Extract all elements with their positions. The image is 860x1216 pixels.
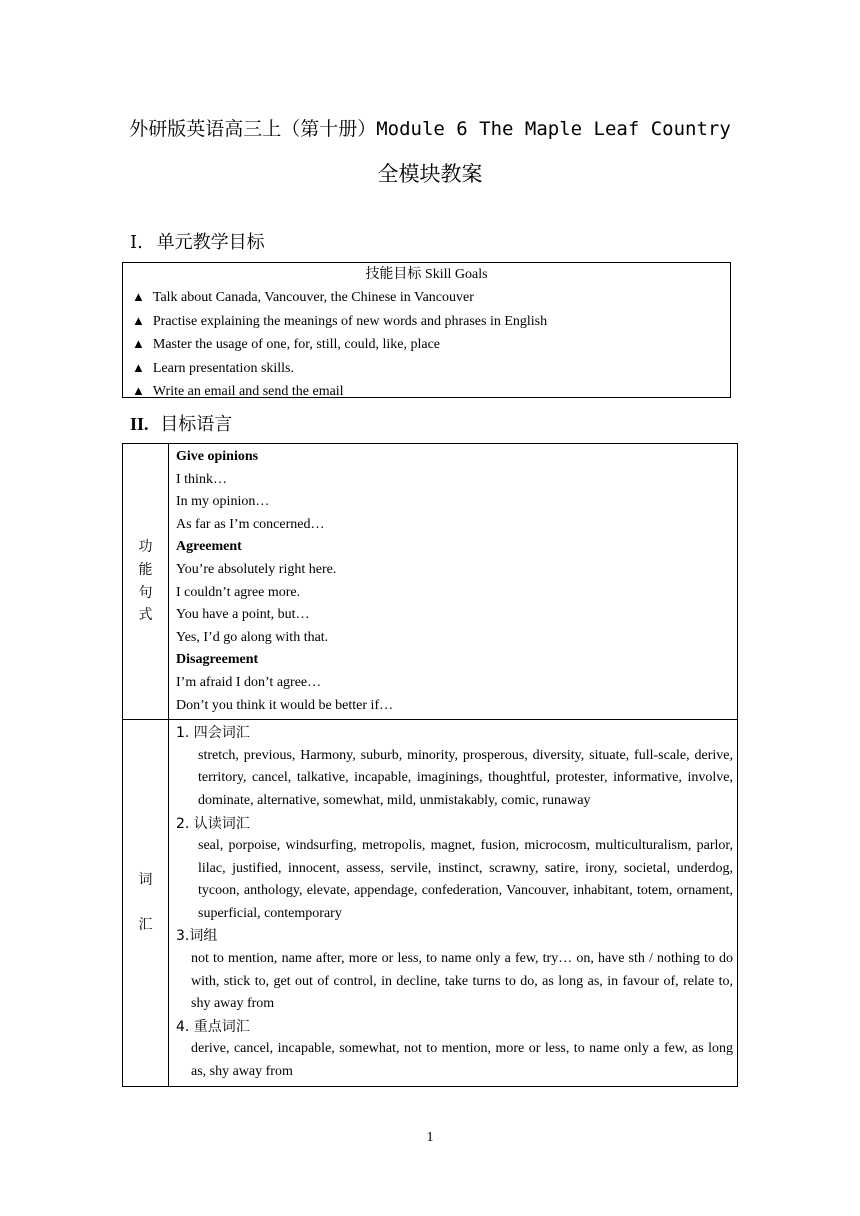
skill-goals-box xyxy=(122,262,731,398)
vocabulary-label-char: 词 xyxy=(138,872,153,889)
triangle-bullet-icon: ▲ xyxy=(132,336,145,352)
skill-goal-text: Master the usage of one, for, still, could, like, place xyxy=(152,337,441,353)
section-2-title: 目标语言 xyxy=(160,414,233,435)
skill-goals-list xyxy=(123,286,730,404)
vocabulary-label xyxy=(123,720,169,1087)
vocabulary-section-heading: 4. 重点词汇 xyxy=(176,1018,250,1035)
functions-content xyxy=(169,444,738,720)
skill-goal-item xyxy=(123,357,730,381)
skill-goals-header: 技能目标 Skill Goals xyxy=(365,267,488,282)
section-2-number: II. xyxy=(130,414,149,434)
vocabulary-section-words: stretch, previous, Harmony, suburb, minority, prosperous, diversity, situate, full-scale, derive, territory, cancel, talkative, incapable, imaginings, thoughtful, protester, informative, involve, dominate, alternative, somewhat, mild, unmistakably, comic, runaway xyxy=(198,747,733,808)
functions-label-char: 功 xyxy=(138,539,153,556)
function-expression: As far as I’m concerned… xyxy=(176,516,325,532)
skill-goal-item xyxy=(123,380,730,404)
functions-label-char: 句 xyxy=(138,584,153,601)
function-expression: In my opinion… xyxy=(176,494,270,510)
skill-goal-text: Talk about Canada, Vancouver, the Chinese in Vancouver xyxy=(152,290,474,305)
triangle-bullet-icon: ▲ xyxy=(132,359,145,375)
target-language-table xyxy=(122,443,738,1087)
functions-label-char: 式 xyxy=(138,607,153,624)
triangle-bullet-icon: ▲ xyxy=(132,383,145,399)
vocabulary-section-words: seal, porpoise, windsurfing, metropolis, magnet, fusion, microcosm, multiculturalism, parlor, lilac, justified, innocent, assess, servile, instinct, scrawny, satire, irony, societal, underdog, tycoon, anthology, elevate, appendage, confederation, Vancouver, inhabitant, totem, ornament, superficial, contemporary xyxy=(198,838,733,921)
function-expression: Yes, I’d go along with that. xyxy=(176,629,329,645)
vocabulary-section-words: not to mention, name after, more or less, to name only a few, try… on, have sth / nothing to do with, stick to, get out of control, in decline, take turns to do, as long as, in favour of, relate to, shy away from xyxy=(191,951,733,1012)
section-1-heading xyxy=(130,228,265,254)
function-expression: You have a point, but… xyxy=(176,607,310,623)
functions-row xyxy=(123,444,738,720)
page-number: 1 xyxy=(426,1130,434,1145)
document-subtitle: 全模块教案 xyxy=(377,162,483,186)
function-expression: You’re absolutely right here. xyxy=(176,561,337,577)
skill-goal-text: Learn presentation skills. xyxy=(152,360,295,376)
function-expression: I’m afraid I don’t agree… xyxy=(176,674,322,690)
vocabulary-section-heading: 3.词组 xyxy=(176,928,218,945)
section-1-title: 单元教学目标 xyxy=(156,232,265,253)
vocabulary-content xyxy=(169,720,738,1087)
triangle-bullet-icon: ▲ xyxy=(132,312,145,328)
skill-goal-text: Write an email and send the email xyxy=(152,384,344,400)
skill-goal-text: Practise explaining the meanings of new words and phrases in English xyxy=(152,313,548,329)
section-2-heading xyxy=(130,410,232,436)
vocabulary-row xyxy=(123,720,738,1087)
skill-goal-item xyxy=(123,310,730,334)
section-1-number: I. xyxy=(130,232,143,253)
functions-label xyxy=(123,444,169,720)
function-group-title: Give opinions xyxy=(176,449,259,464)
document-title: 外研版英语高三上（第十册）Module 6 The Maple Leaf Country xyxy=(129,118,731,140)
functions-label-char: 能 xyxy=(138,561,153,578)
vocabulary-section-heading: 1. 四会词汇 xyxy=(176,725,250,742)
vocabulary-section-words: derive, cancel, incapable, somewhat, not to mention, more or less, to name only a few, as long as, shy away from xyxy=(191,1041,733,1080)
triangle-bullet-icon: ▲ xyxy=(132,289,145,304)
skill-goal-item xyxy=(123,333,730,357)
function-group-title: Agreement xyxy=(176,539,242,555)
function-expression: Don’t you think it would be better if… xyxy=(176,697,394,713)
vocabulary-label-char: 汇 xyxy=(138,916,153,933)
vocabulary-section-heading: 2. 认读词汇 xyxy=(176,815,250,832)
function-group-title: Disagreement xyxy=(176,652,259,668)
skill-goal-item xyxy=(123,286,730,310)
function-expression: I couldn’t agree more. xyxy=(176,584,301,600)
function-expression: I think… xyxy=(176,471,227,487)
